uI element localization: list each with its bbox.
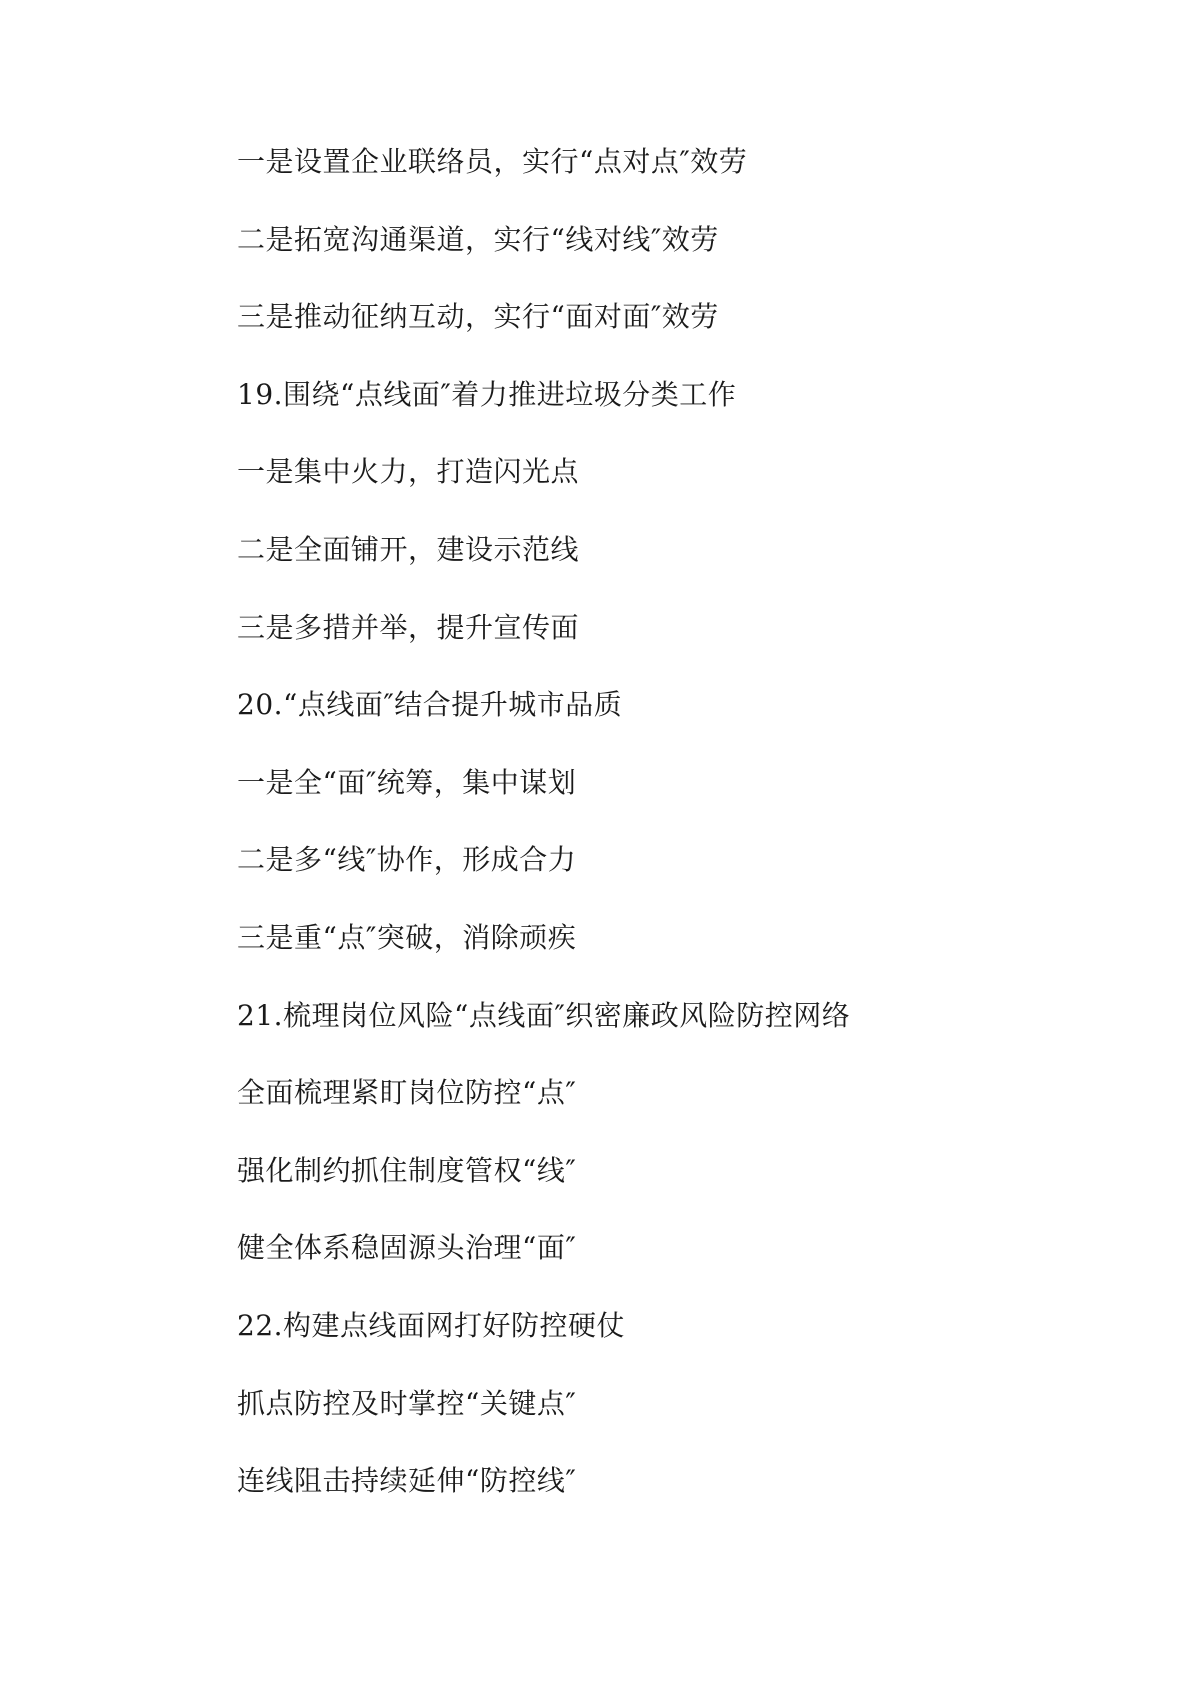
text-line: 三是推动征纳互动，实行“面对面″效劳 — [237, 300, 719, 334]
text-line: 健全体系稳固源头治理“面″ — [237, 1231, 577, 1265]
text-line: 二是全面铺开，建设示范线 — [237, 532, 580, 566]
text-line: 强化制约抓住制度管权“线″ — [237, 1153, 577, 1187]
text-line: 二是多“线″协作，形成合力 — [237, 843, 577, 877]
text-line: 三是多措并举，提升宣传面 — [237, 610, 580, 644]
text-line: 一是全“面″统筹，集中谋划 — [237, 765, 577, 799]
text-line: 全面梳理紧盯岗位防控“点″ — [237, 1076, 577, 1110]
section-heading: 20.“点线面″结合提升城市品质 — [237, 688, 623, 722]
text-line: 一是集中火力，打造闪光点 — [237, 455, 580, 489]
section-heading: 21.梳理岗位风险“点线面″织密廉政风险防控网络 — [237, 998, 851, 1032]
text-line: 二是拓宽沟通渠道，实行“线对线″效劳 — [237, 222, 719, 256]
section-heading: 22.构建点线面网打好防控硬仗 — [237, 1308, 626, 1342]
text-line: 一是设置企业联络员，实行“点对点″效劳 — [237, 145, 748, 178]
section-heading: 19.围绕“点线面″着力推进垃圾分类工作 — [237, 377, 737, 411]
text-line: 抓点防控及时掌控“关键点″ — [237, 1386, 577, 1420]
text-line: 三是重“点″突破，消除顽疾 — [237, 920, 577, 954]
text-line: 连线阻击持续延伸“防控线″ — [237, 1464, 577, 1498]
document-body — [237, 142, 1137, 1539]
